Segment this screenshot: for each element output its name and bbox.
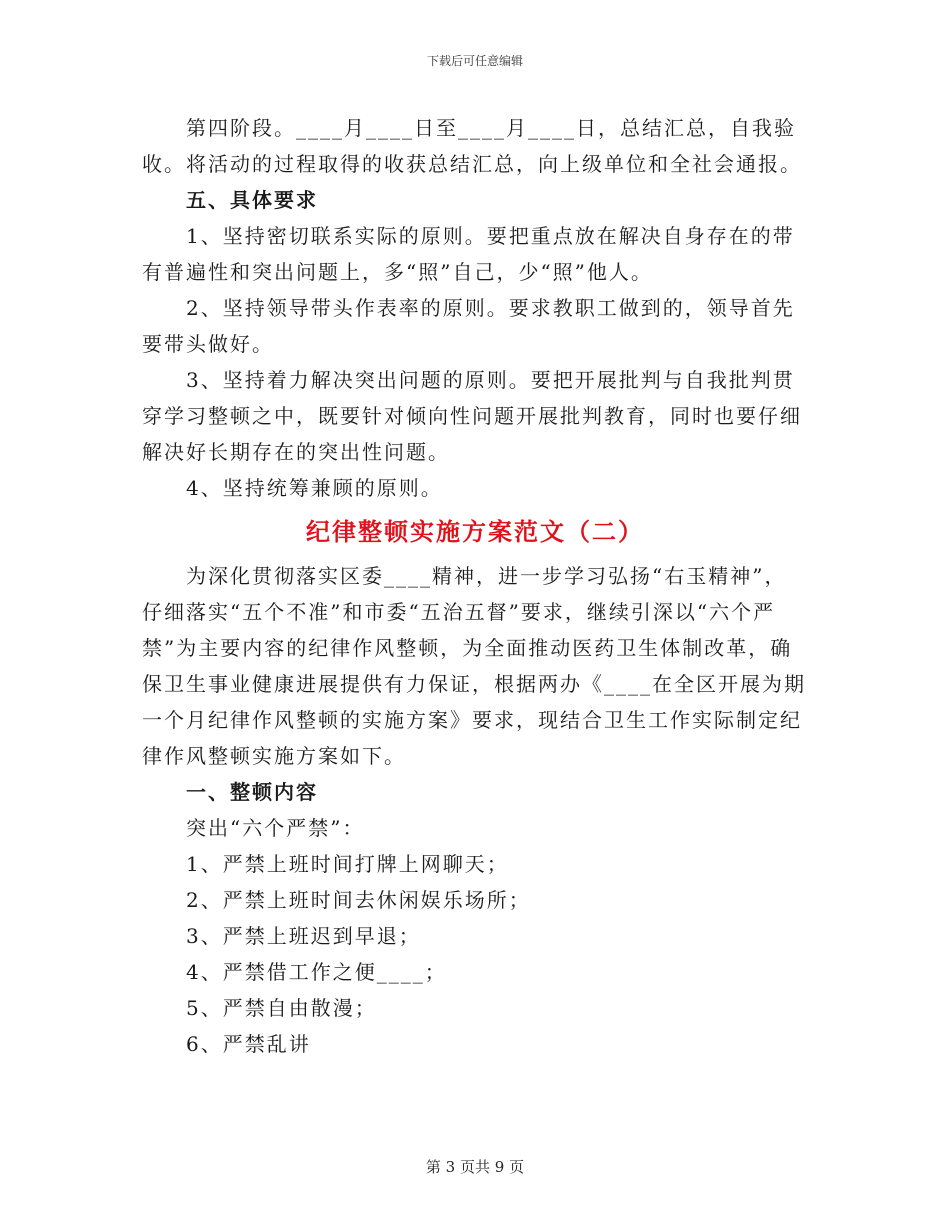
requirement-2: 2、坚持领导带头作表率的原则。要求教职工做到的，领导首先要带头做好。 — [142, 296, 795, 356]
list-item: 6、严禁乱讲 — [186, 1032, 311, 1056]
list-lead: 突出“六个严禁”： — [186, 816, 365, 840]
list-item: 5、严禁自由散漫； — [186, 996, 377, 1020]
requirement-1: 1、坚持密切联系实际的原则。要把重点放在解决自身存在的带有普遍性和突出问题上，多“照”自己，少“照”他人。 — [142, 224, 795, 284]
list-item: 1、严禁上班时间打牌上网聊天； — [186, 852, 509, 876]
requirement-3: 3、坚持着力解决突出问题的原则。要把开展批判与自我批判贯穿学习整顿之中，既要针对倾向性问题开展批判教育，同时也要仔细解决好长期存在的突出性问题。 — [142, 368, 802, 464]
heading-rectification-content: 一、整顿内容 — [186, 780, 318, 804]
requirement-4: 4、坚持统筹兼顾的原则。 — [186, 476, 443, 500]
paragraph-stage4: 第四阶段。____月____日至____月____日，总结汇总，自我验收。将活动的过程取得的收获总结汇总，向上级单位和全社会通报。 — [142, 116, 802, 176]
section-title: 纪律整顿实施方案范文（二） — [306, 518, 644, 546]
page-footer: 第 3 页共 9 页 — [425, 1158, 525, 1176]
list-item: 4、严禁借工作之便____； — [186, 960, 447, 984]
list-item: 3、严禁上班迟到早退； — [186, 924, 421, 948]
page-header: 下载后可任意编辑 — [426, 54, 523, 68]
document-body — [142, 110, 808, 1062]
list-item: 2、严禁上班时间去休闲娱乐场所； — [186, 888, 531, 912]
heading-specific-requirements: 五、具体要求 — [186, 188, 318, 212]
intro-paragraph: 为深化贯彻落实区委____精神，进一步学习弘扬“右玉精神”，仔细落实“五个不准”和市委“五治五督”要求，继续引深以“六个严禁”为主要内容的纪律作风整顿，为全面推动医药卫生体制改革，确保卫生事业健康进展提供有力保证，根据两办《____在全区开展为期一个月纪律作风整顿的实施方案》要求，现结合卫生工作实际制定纪律作风整顿实施方案如下。 — [142, 564, 806, 768]
